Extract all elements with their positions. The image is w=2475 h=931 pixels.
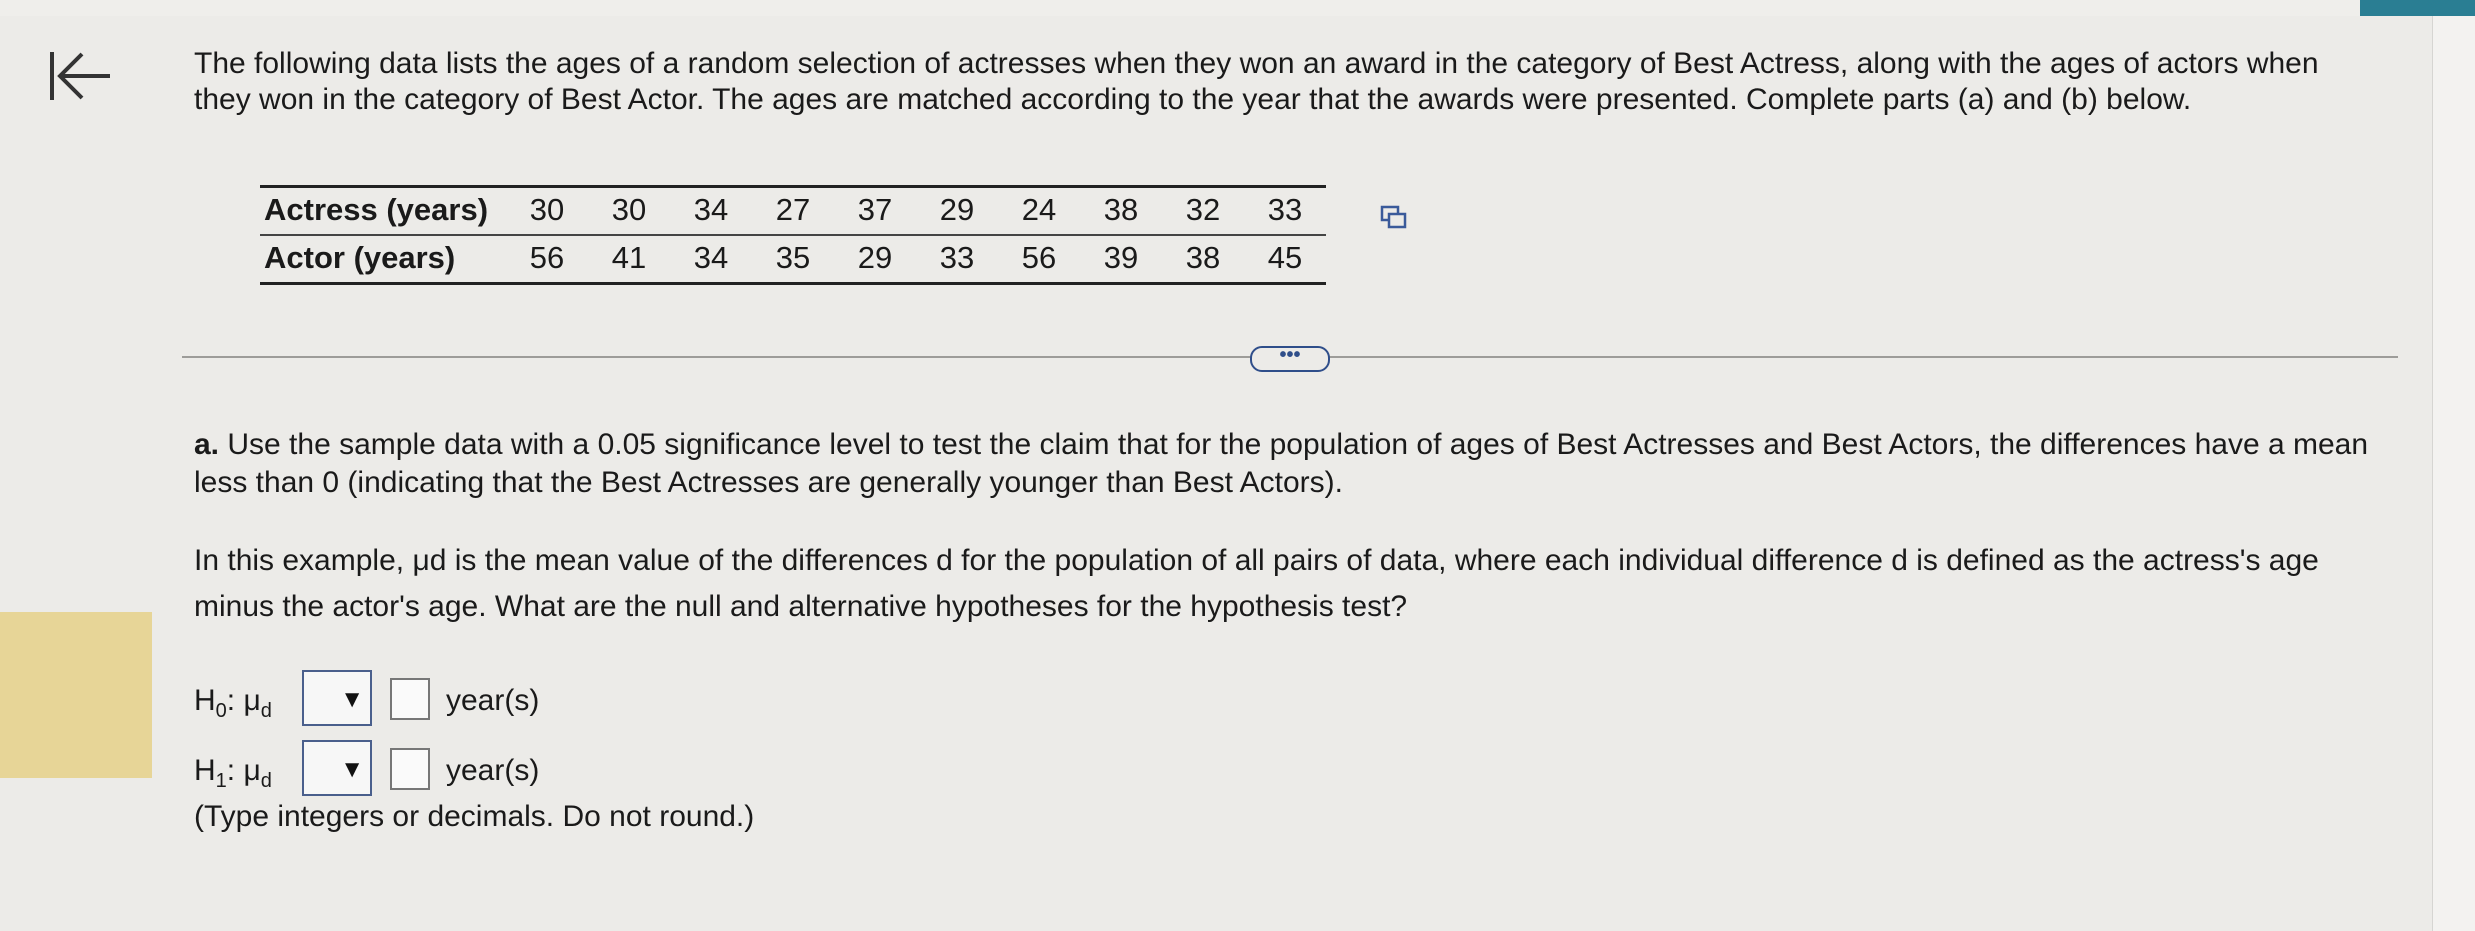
table-cell: 39 xyxy=(1080,235,1162,284)
table-cell: 30 xyxy=(588,187,670,236)
part-a-question xyxy=(194,426,2394,502)
table-row-actor xyxy=(260,235,1326,284)
back-to-start-icon xyxy=(46,46,116,106)
part-a-text: Use the sample data with a 0.05 significance level to test the claim that for the population of ages of Best Actresses and Best Actors, the differences have a mean less than 0 (indicating that the Best Actresses are generally younger than Best Actors). xyxy=(194,428,2369,499)
expand-more-button[interactable]: ••• xyxy=(1250,346,1330,372)
copy-data-button[interactable] xyxy=(1380,205,1410,231)
table-cell: 38 xyxy=(1162,235,1244,284)
data-table xyxy=(260,185,1326,285)
alternative-hypothesis-operator-dropdown[interactable] xyxy=(302,740,372,796)
question-highlight-marker xyxy=(0,612,152,778)
null-hypothesis-value-input[interactable] xyxy=(390,678,430,720)
table-cell: 33 xyxy=(1244,187,1326,236)
table-cell: 45 xyxy=(1244,235,1326,284)
table-cell: 24 xyxy=(998,187,1080,236)
copy-icon xyxy=(1380,205,1410,231)
table-cell: 34 xyxy=(670,235,752,284)
top-bar xyxy=(0,0,2475,16)
alternative-hypothesis-unit: year(s) xyxy=(446,754,540,787)
table-cell: 37 xyxy=(834,187,916,236)
table-cell: 33 xyxy=(916,235,998,284)
null-hypothesis-operator-dropdown[interactable] xyxy=(302,670,372,726)
row-label: Actor (years) xyxy=(260,235,506,284)
question-prompt: The following data lists the ages of a random selection of actresses when they won an award in the category of Best Actress, along with the ages of actors when they won in the category of Best Actor. The ages are matched according to the year that the awards were presented. Complete parts (a) and (b) below. xyxy=(194,47,2319,116)
null-hypothesis-unit: year(s) xyxy=(446,684,540,717)
part-a-explanation: In this example, μd is the mean value of the differences d for the population of all pairs of data, where each individual difference d is defined as the actress's age minus the actor's age. What are the null and alternative hypotheses for the hypothesis test? xyxy=(194,544,2319,623)
table-cell: 27 xyxy=(752,187,834,236)
table-cell: 38 xyxy=(1080,187,1162,236)
back-to-start-button[interactable] xyxy=(46,46,126,106)
table-cell: 35 xyxy=(752,235,834,284)
row-label: Actress (years) xyxy=(260,187,506,236)
dropdown-arrow-icon: ▼ xyxy=(340,686,364,713)
table-cell: 29 xyxy=(916,187,998,236)
input-instruction-note: (Type integers or decimals. Do not round.) xyxy=(194,800,755,833)
table-row-actress xyxy=(260,187,1326,236)
table-cell: 41 xyxy=(588,235,670,284)
table-cell: 34 xyxy=(670,187,752,236)
table-cell: 29 xyxy=(834,235,916,284)
part-a-prefix: a. xyxy=(194,428,220,461)
dropdown-arrow-icon: ▼ xyxy=(340,756,364,783)
null-hypothesis-label: $H_0$: $\mu_d$ xyxy=(194,684,272,722)
alternative-hypothesis-value-input[interactable] xyxy=(390,748,430,790)
table-cell: 56 xyxy=(998,235,1080,284)
top-accent-bar xyxy=(2360,0,2475,16)
table-cell: 32 xyxy=(1162,187,1244,236)
table-cell: 56 xyxy=(506,235,588,284)
table-cell: 30 xyxy=(506,187,588,236)
right-side-panel xyxy=(2432,16,2475,931)
alternative-hypothesis-label: $H_1$: $\mu_d$ xyxy=(194,754,272,792)
